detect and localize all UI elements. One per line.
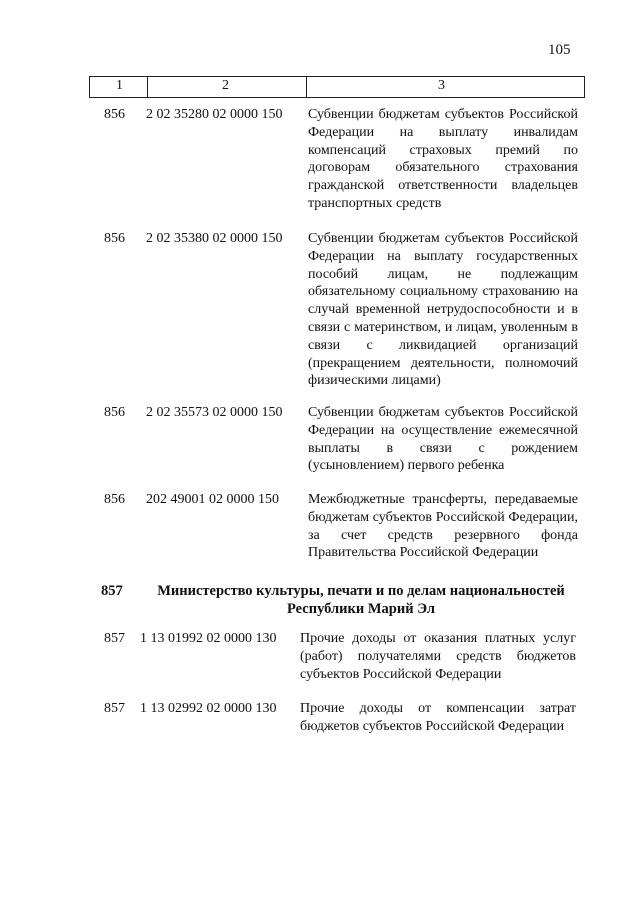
revenue-code: 2 02 35280 02 0000 150 [146, 107, 283, 122]
revenue-description: Межбюджетные трансферты, передаваемые бюджетам субъектов Российской Федерации, за счет средств резервного фонда Правительства Российской Федерации [308, 492, 578, 561]
admin-code: 857 [104, 631, 125, 646]
admin-code: 856 [104, 231, 125, 246]
revenue-description: Субвенции бюджетам субъектов Российской Федерации на выплату инвалидам компенсаций страховых премий по договорам обязательного страхования гражданской ответственности владельцев транспортных средств [308, 107, 578, 211]
department-title: Министерство культуры, печати и по делам национальностей Республики Марий Эл [157, 583, 565, 617]
header-col-2: 2 [222, 78, 229, 93]
revenue-description: Прочие доходы от компенсации затрат бюджетов субъектов Российской Федерации [300, 701, 576, 734]
revenue-description: Субвенции бюджетам субъектов Российской Федерации на выплату государственных пособий лицам, не подлежащим обязательному социальному страхованию на случай временной нетрудоспособности и в связи с материнством, и лицам, уволенным в связи с ликвидацией организаций (прекращением деятельности, полномочий физическими лицами) [308, 231, 578, 389]
revenue-code: 1 13 02992 02 0000 130 [140, 701, 277, 716]
table-header [89, 76, 585, 98]
admin-code: 856 [104, 107, 125, 122]
admin-code: 856 [104, 492, 125, 507]
revenue-code: 2 02 35380 02 0000 150 [146, 231, 283, 246]
revenue-code: 2 02 35573 02 0000 150 [146, 405, 283, 420]
revenue-description: Прочие доходы от оказания платных услуг (работ) получателями средств бюджетов субъектов Российской Федерации [300, 631, 576, 682]
revenue-description: Субвенции бюджетам субъектов Российской Федерации на осуществление ежемесячной выплаты в связи с рождением (усыновлением) первого ребенка [308, 405, 578, 474]
revenue-code: 202 49001 02 0000 150 [146, 492, 279, 507]
admin-code: 857 [104, 701, 125, 716]
department-code: 857 [101, 583, 123, 599]
header-col-1: 1 [116, 78, 123, 93]
revenue-code: 1 13 01992 02 0000 130 [140, 631, 277, 646]
page-number: 105 [548, 42, 571, 58]
header-col-3: 3 [438, 78, 445, 93]
admin-code: 856 [104, 405, 125, 420]
